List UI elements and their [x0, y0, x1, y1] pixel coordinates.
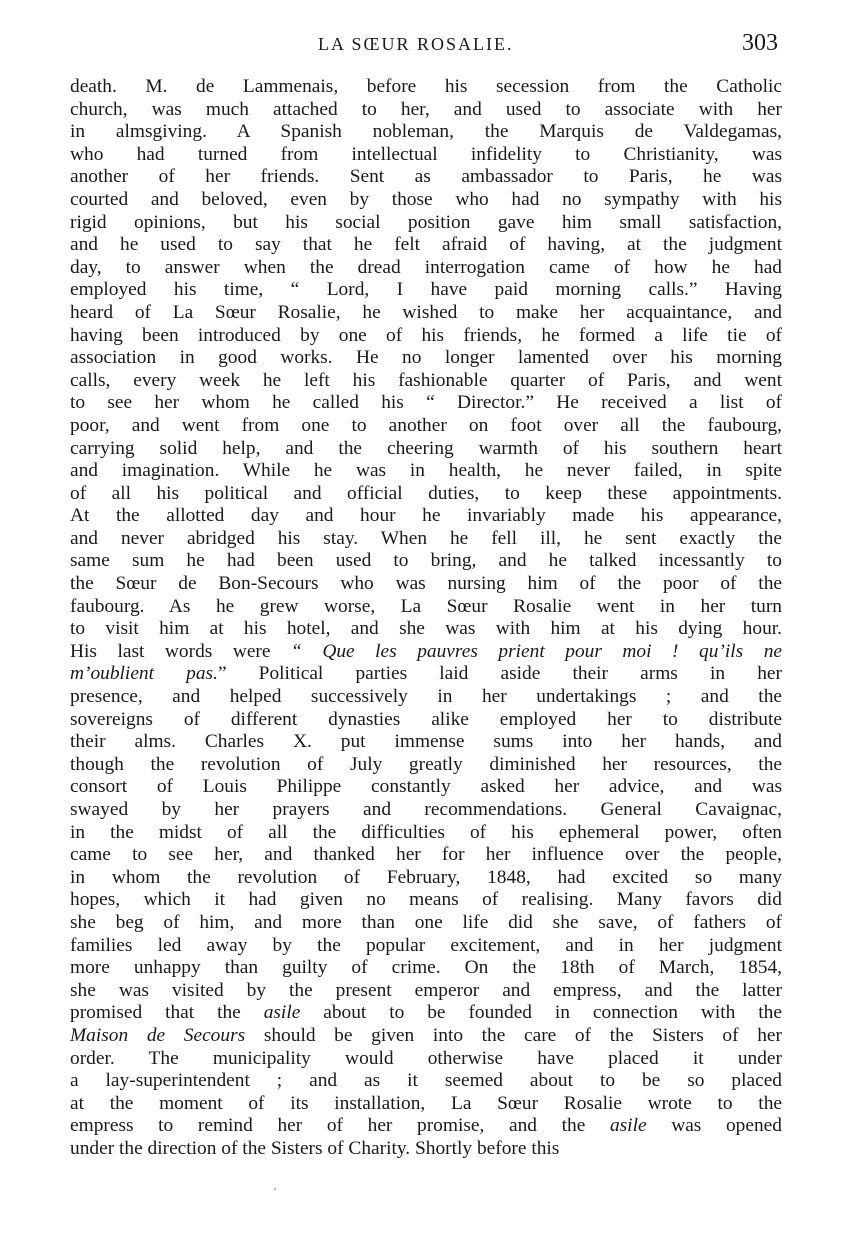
text-line: association in good works. He no longer lamented over his morning	[70, 347, 782, 369]
asile-lead: promised that the	[70, 1002, 264, 1024]
french-quote-end: m’oublient pas.	[70, 663, 218, 685]
empress-line	[70, 1115, 782, 1138]
text-line: in the midst of all the difficulties of his ephemeral power, often	[70, 821, 782, 843]
text-line: their alms. Charles X. put immense sums into her hands, and	[70, 731, 782, 753]
text-line: and he used to say that he felt afraid of having, at the judgment	[70, 234, 782, 256]
maison-de-secours: Maison de Secours	[70, 1024, 246, 1046]
text-line: order. The municipality would otherwise have placed it under	[70, 1047, 782, 1069]
text-line: she was visited by the present emperor and empress, and the latter	[70, 979, 782, 1001]
text-line: consort of Louis Philippe constantly asked her advice, and was	[70, 776, 782, 798]
text-line: another of her friends. Sent as ambassador to Paris, he was	[70, 166, 782, 188]
print-speck	[274, 1188, 276, 1190]
text-line: presence, and helped successively in her undertakings ; and the	[70, 686, 782, 708]
text-line: faubourg. As he grew worse, La Sœur Rosalie went in her turn	[70, 595, 782, 617]
text-line: she beg of him, and more than one life did she save, of fathers of	[70, 911, 782, 933]
text-line: more unhappy than guilty of crime. On the 18th of March, 1854,	[70, 957, 782, 979]
text-line: at the moment of its installation, La Sœur Rosalie wrote to the	[70, 1092, 782, 1114]
asile-word: asile	[263, 1002, 301, 1024]
empress-rest: was opened	[646, 1115, 782, 1137]
text-line: to visit him at his hotel, and she was with him at his dying hour.	[70, 618, 782, 640]
asile-rest: about to be founded in connection with the	[300, 1002, 782, 1024]
text-line: poor, and went from one to another on foot over all the faubourg,	[70, 414, 782, 436]
text-line: a lay-superintendent ; and as it seemed about to be so placed	[70, 1070, 782, 1092]
asile-line	[70, 1002, 782, 1025]
text-line: calls, every week he left his fashionable quarter of Paris, and went	[70, 369, 782, 391]
text-line: day, to answer when the dread interrogation came of how he had	[70, 256, 782, 278]
running-header	[0, 30, 843, 60]
text-line: employed his time, “ Lord, I have paid morning calls.” Having	[70, 279, 782, 301]
text-line: At the allotted day and hour he invariably made his appearance,	[70, 505, 782, 527]
text-line: who had turned from intellectual infidelity to Christianity, was	[70, 143, 782, 165]
text-line: church, was much attached to her, and used to associate with her	[70, 98, 782, 120]
text-line: same sum he had been used to bring, and he talked incessantly to	[70, 550, 782, 572]
text-line: and imagination. While he was in health, he never failed, in spite	[70, 460, 782, 482]
text-line: of all his political and official duties, to keep these appointments.	[70, 482, 782, 504]
text-line: under the direction of the Sisters of Charity. Shortly before this	[70, 1137, 560, 1159]
quote-line	[70, 641, 782, 664]
page-number: 303	[742, 30, 778, 56]
text-line: came to see her, and thanked her for her influence over the people,	[70, 844, 782, 866]
quote-continuation-line	[70, 663, 782, 686]
body-text	[70, 76, 782, 1161]
text-line: swayed by her prayers and recommendations. General Cavaignac,	[70, 799, 782, 820]
text-line: having been introduced by one of his friends, he formed a life tie of	[70, 324, 782, 346]
quote-continuation-rest: ” Political parties laid aside their arms in her	[217, 663, 782, 685]
empress-asile-word: asile	[609, 1115, 647, 1137]
french-quote-start: “ Que les pauvres prient pour moi ! qu’ils ne	[291, 640, 782, 662]
text-line: courted and beloved, even by those who had no sympathy with his	[70, 188, 782, 210]
text-line: and never abridged his stay. When he fell ill, he sent exactly the	[70, 527, 782, 549]
text-line: sovereigns of different dynasties alike employed her to distribute	[70, 708, 782, 730]
text-line: rigid opinions, but his social position gave him small satisfaction,	[70, 211, 782, 233]
running-title: LA SŒUR ROSALIE.	[318, 34, 514, 54]
text-line: though the revolution of July greatly diminished her resources, the	[70, 753, 782, 775]
text-line: the Sœur de Bon-Secours who was nursing him of the poor of the	[70, 573, 782, 595]
maison-line	[70, 1025, 782, 1048]
empress-lead: empress to remind her of her promise, and the	[70, 1115, 610, 1137]
text-line: death. M. de Lammenais, before his secession from the Catholic	[70, 76, 782, 97]
text-line: families led away by the popular excitement, and in her judgment	[70, 934, 782, 956]
text-line: to see her whom he called his “ Director.” He received a list of	[70, 392, 782, 414]
text-line: hopes, which it had given no means of realising. Many favors did	[70, 889, 782, 911]
text-line: heard of La Sœur Rosalie, he wished to make her acquaintance, and	[70, 301, 782, 323]
text-line: in whom the revolution of February, 1848, had excited so many	[70, 866, 782, 888]
quote-lead: His last words were	[70, 640, 292, 662]
text-line: carrying solid help, and the cheering warmth of his southern heart	[70, 437, 782, 459]
text-line: in almsgiving. A Spanish nobleman, the Marquis de Valdegamas,	[70, 121, 782, 143]
maison-rest: should be given into the care of the Sisters of her	[245, 1024, 782, 1046]
